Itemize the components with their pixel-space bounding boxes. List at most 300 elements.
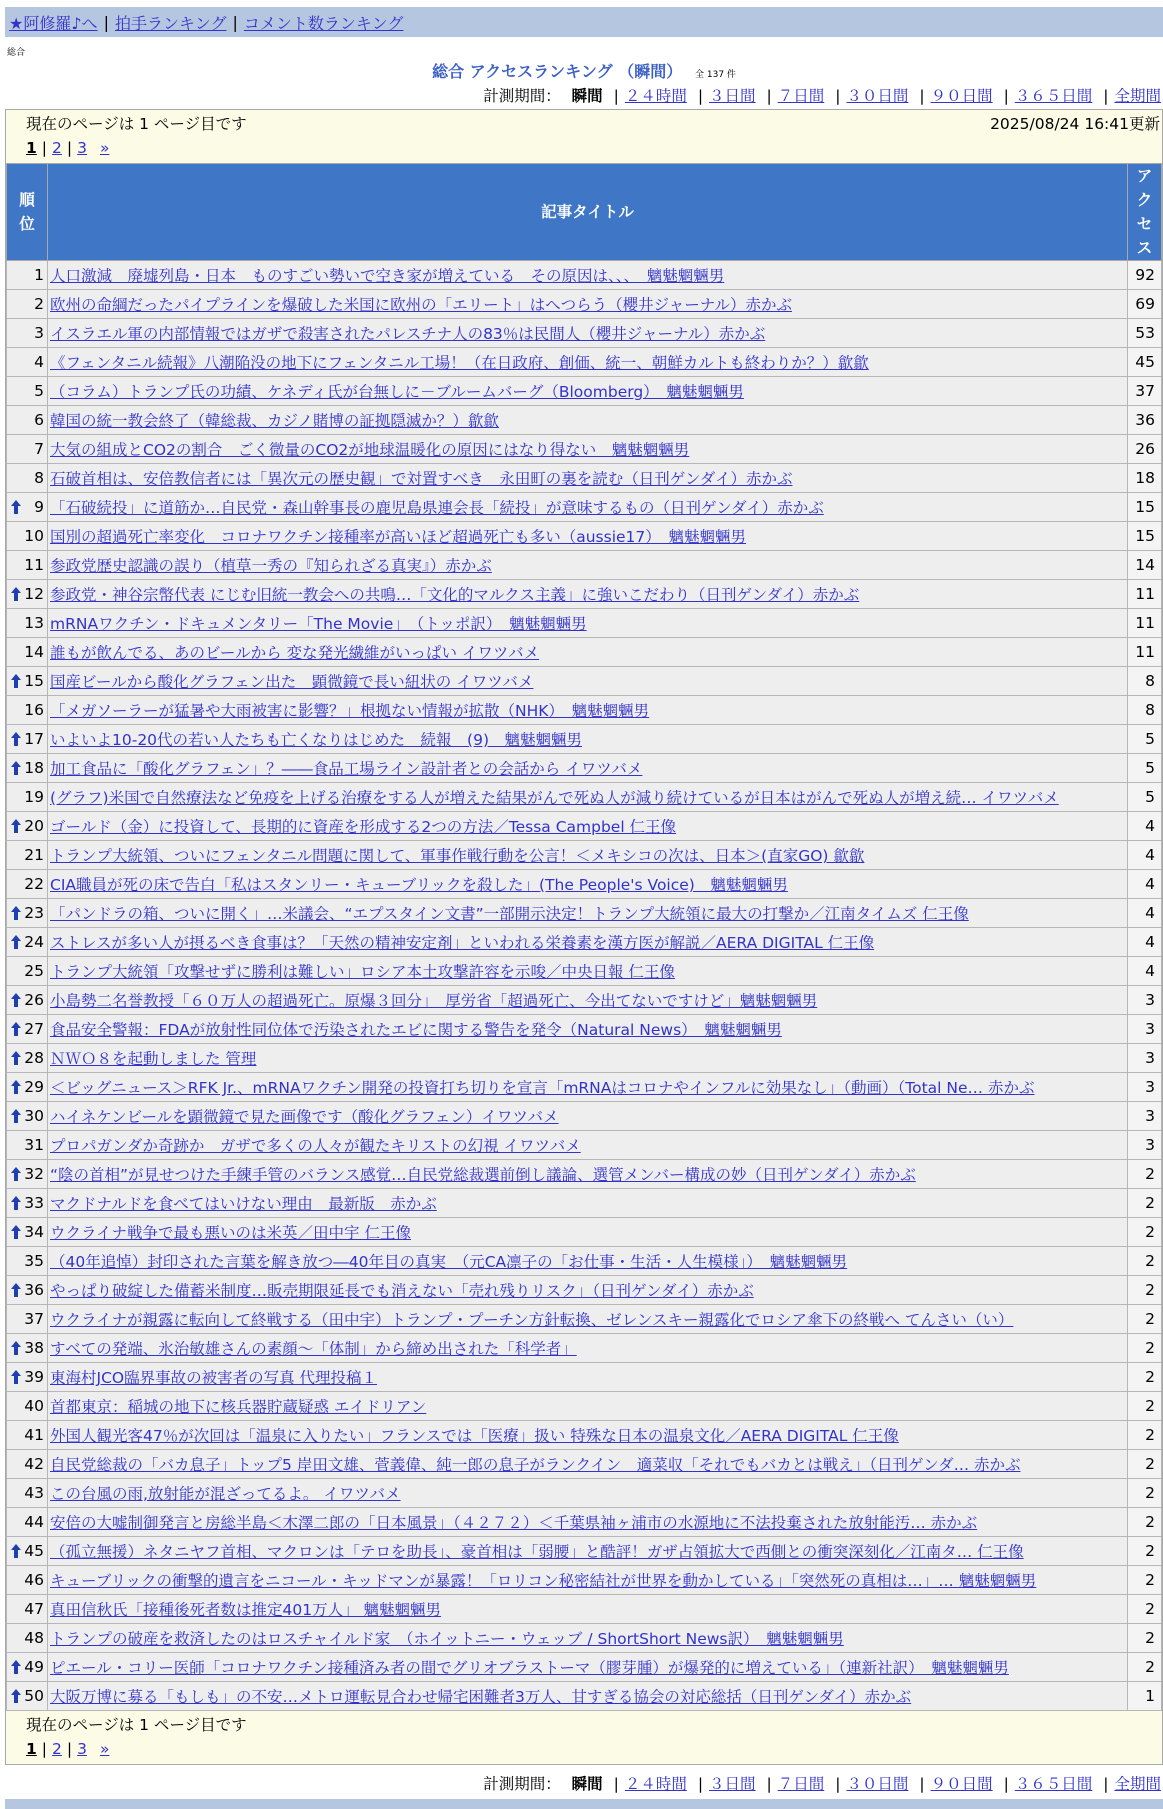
- title-cell: [48, 1595, 1128, 1624]
- period-selector-top: 計測期間： 瞬間 | ２４時間 | ３日間 | ７日間 | ３０日間 | ９０日間 | ３６５日間 | 全期間: [483, 87, 1161, 105]
- period-link-3d[interactable]: ３日間: [709, 1775, 756, 1793]
- rank-cell: [7, 1276, 48, 1305]
- title-cell: [48, 870, 1128, 899]
- title-cell: [48, 609, 1128, 638]
- article-title-link[interactable]: やっぱり破綻した備蓄米制度…販売期限延長でも消えない「売れ残りリスク」（日刊ゲンダイ）赤かぶ: [50, 1282, 754, 1300]
- table-row: [7, 899, 1162, 928]
- up-arrow-icon: [11, 935, 21, 949]
- table-row: [7, 406, 1162, 435]
- article-title-link[interactable]: 国別の超過死亡率変化 コロナワクチン接種率が高いほど超過死亡も多い（aussie17） 魑魅魍魎男: [50, 528, 747, 546]
- article-title-link[interactable]: 「メガソーラーが猛暑や大雨被害に影響？」根拠ない情報が拡散（NHK） 魑魅魍魎男: [50, 702, 650, 720]
- title-cell: [48, 406, 1128, 435]
- title-cell: [48, 464, 1128, 493]
- title-cell: [48, 1015, 1128, 1044]
- access-count: 15: [1128, 493, 1162, 522]
- period-label: 計測期間：: [483, 1775, 561, 1793]
- period-link-7d[interactable]: ７日間: [777, 1775, 825, 1793]
- table-row: [7, 1073, 1162, 1102]
- access-count: 2: [1128, 1305, 1162, 1334]
- rank-number: 32: [24, 1165, 44, 1183]
- title-cell: [48, 1189, 1128, 1218]
- rank-number: 10: [24, 527, 44, 545]
- up-arrow-icon: [11, 1022, 21, 1036]
- rank-number: 40: [24, 1397, 44, 1415]
- table-row: [7, 1305, 1162, 1334]
- table-row: [7, 783, 1162, 812]
- table-row: [7, 1595, 1162, 1624]
- rank-cell: [7, 377, 48, 406]
- rank-cell: [7, 1015, 48, 1044]
- table-row: [7, 1247, 1162, 1276]
- rank-number: 12: [24, 585, 44, 603]
- access-count: 3: [1128, 1015, 1162, 1044]
- access-count: 2: [1128, 1653, 1162, 1682]
- rank-number: 42: [24, 1455, 44, 1473]
- page-title: 総合 アクセスランキング （瞬間）: [432, 62, 683, 81]
- title-cell: [48, 348, 1128, 377]
- article-title-link[interactable]: 参政党・神谷宗幣代表 にじむ旧統一教会への共鳴…「文化的マルクス主義」に強いこだわり（日刊ゲンダイ）赤かぶ: [50, 586, 860, 604]
- title-cell: [48, 1334, 1128, 1363]
- table-row: [7, 1363, 1162, 1392]
- up-arrow-icon: [11, 500, 21, 514]
- table-row: [7, 348, 1162, 377]
- title-cell: [48, 1682, 1128, 1711]
- rank-number: 4: [34, 353, 44, 371]
- access-count: 2: [1128, 1566, 1162, 1595]
- table-row: [7, 1334, 1162, 1363]
- title-cell: [48, 1392, 1128, 1421]
- access-count: 2: [1128, 1508, 1162, 1537]
- table-row: [7, 261, 1162, 290]
- article-title-link[interactable]: 東海村JCO臨界事故の被害者の写真 代理投稿１: [50, 1369, 378, 1387]
- table-row: [7, 1102, 1162, 1131]
- rank-number: 48: [24, 1629, 44, 1647]
- rank-number: 35: [24, 1252, 44, 1270]
- access-count: 8: [1128, 667, 1162, 696]
- up-arrow-icon: [11, 819, 21, 833]
- article-title-link[interactable]: 首都東京：稲城の地下に核兵器貯蔵疑惑 エイドリアン: [50, 1398, 427, 1416]
- rank-cell: [7, 1363, 48, 1392]
- title-cell: [48, 1305, 1128, 1334]
- header-access: アクセス: [1128, 164, 1162, 261]
- up-arrow-icon: [11, 1689, 21, 1703]
- article-title-link[interactable]: （40年追悼）封印された言葉を解き放つ―40年目の真実 （元CA凛子の「お仕事・生活・人生模様」） 魑魅魍魎男: [50, 1253, 848, 1271]
- table-row: [7, 696, 1162, 725]
- article-title-link[interactable]: トランプ大統領、ついにフェンタニル問題に関して、軍事作戦行動を公言！＜メキシコの次は、日本＞(直家GO) 歙歙: [50, 847, 865, 865]
- rank-number: 29: [24, 1078, 44, 1096]
- title-cell: [48, 290, 1128, 319]
- access-count: 2: [1128, 1479, 1162, 1508]
- title-cell: [48, 1421, 1128, 1450]
- access-count: 92: [1128, 261, 1162, 290]
- rank-cell: [7, 986, 48, 1015]
- title-cell: [48, 841, 1128, 870]
- up-arrow-icon: [11, 1225, 21, 1239]
- rank-number: 8: [34, 469, 44, 487]
- period-link-24h[interactable]: ２４時間: [624, 87, 687, 105]
- access-count: 11: [1128, 580, 1162, 609]
- next-page-link[interactable]: »: [99, 1740, 110, 1758]
- article-title-link[interactable]: すべての発端、氷治敏雄さんの素顔～「体制」から締め出された「科学者」: [50, 1340, 577, 1358]
- rank-cell: [7, 1421, 48, 1450]
- access-count: 3: [1128, 1131, 1162, 1160]
- page-link-2[interactable]: 2: [52, 139, 62, 157]
- table-row: [7, 1508, 1162, 1537]
- rank-cell: [7, 1392, 48, 1421]
- article-title-link[interactable]: トランプの破産を救済したのはロスチャイルド家 （ホイットニー・ウェッブ / ShortShort News訳） 魑魅魍魎男: [50, 1630, 844, 1648]
- access-count: 2: [1128, 1218, 1162, 1247]
- ranking-box: [5, 109, 1163, 1765]
- rank-cell: [7, 870, 48, 899]
- article-title-link[interactable]: 「石破続投」に道筋か…自民党・森山幹事長の鹿児島県連会長「続投」が意味するもの（日刊ゲンダイ）赤かぶ: [50, 499, 824, 517]
- page-current: 1: [26, 139, 37, 157]
- rank-cell: [7, 1160, 48, 1189]
- article-title-link[interactable]: 安倍の大嘘制御発言と房総半島＜木澤二郎の「日本風景」（４２７２）＜千葉県袖ヶ浦市の水源地に不法投棄された放射能汚… 赤かぶ: [50, 1514, 978, 1532]
- page-link-3[interactable]: 3: [77, 1740, 88, 1758]
- table-row: [7, 928, 1162, 957]
- up-arrow-icon: [11, 761, 21, 775]
- title-cell: [48, 696, 1128, 725]
- article-title-link[interactable]: ＮＷＯ８を起動しました 管理: [50, 1050, 257, 1068]
- title-cell: [48, 725, 1128, 754]
- rank-cell: [7, 725, 48, 754]
- rank-number: 2: [34, 295, 44, 313]
- access-count: 2: [1128, 1537, 1162, 1566]
- article-title-link[interactable]: 人口激減 廃墟列島・日本 ものすごい勢いで空き家が増えている その原因は、、、 魑魅魍魎男: [50, 267, 725, 285]
- period-link-all[interactable]: 全期間: [1114, 87, 1161, 105]
- rank-cell: [7, 1131, 48, 1160]
- title-cell: [48, 377, 1128, 406]
- rank-cell: [7, 812, 48, 841]
- rank-number: 23: [24, 904, 44, 922]
- rank-number: 3: [34, 324, 44, 342]
- rank-number: 25: [24, 962, 44, 980]
- rank-number: 26: [24, 991, 44, 1009]
- article-title-link[interactable]: 石破首相は、安倍教信者には「異次元の歴史観」で対置すべき 永田町の裏を読む（日刊ゲンダイ）赤かぶ: [50, 470, 793, 488]
- rank-number: 39: [24, 1368, 44, 1386]
- article-title-link[interactable]: (グラフ)米国で自然療法など免疫を上げる治療をする人が増えた結果がんで死ぬ人が減り続けているが日本はがんで死ぬ人が増え続… イワツバメ: [50, 789, 1059, 807]
- rank-cell: [7, 957, 48, 986]
- title-cell: [48, 783, 1128, 812]
- table-row: [7, 638, 1162, 667]
- rank-cell: [7, 1624, 48, 1653]
- period-current: 瞬間: [571, 87, 603, 105]
- article-title-link[interactable]: 参政党歴史認識の誤り（植草一秀の『知られざる真実』）赤かぶ: [50, 557, 492, 575]
- table-row: [7, 290, 1162, 319]
- title-cell: [48, 261, 1128, 290]
- title-cell: [48, 1131, 1128, 1160]
- article-title-link[interactable]: CIA職員が死の床で告白「私はスタンリー・キューブリックを殺した」(The People's Voice) 魑魅魍魎男: [50, 876, 788, 894]
- table-row: [7, 493, 1162, 522]
- title-cell: [48, 1624, 1128, 1653]
- table-row: [7, 1450, 1162, 1479]
- title-cell: [48, 638, 1128, 667]
- article-title-link[interactable]: （コラム）トランプ氏の功績、ケネディ氏が台無しに－ブルームバーグ（Bloomberg） 魑魅魍魎男: [50, 383, 744, 401]
- rank-number: 50: [24, 1687, 44, 1705]
- title-cell: [48, 493, 1128, 522]
- table-row: [7, 667, 1162, 696]
- access-count: 2: [1128, 1160, 1162, 1189]
- header-rank: 順位: [7, 164, 48, 261]
- access-count: 3: [1128, 1102, 1162, 1131]
- rank-cell: [7, 580, 48, 609]
- article-title-link[interactable]: 国産ビールから酸化グラフェン出た 顕微鏡で長い紐状の イワツバメ: [50, 673, 534, 691]
- title-cell: [48, 435, 1128, 464]
- rank-cell: [7, 1102, 48, 1131]
- table-row: [7, 1682, 1162, 1711]
- article-title-link[interactable]: いよいよ10-20代の若い人たちも亡くなりはじめた 続報 (9) 魑魅魍魎男: [50, 731, 582, 749]
- rank-cell: [7, 1566, 48, 1595]
- access-count: 2: [1128, 1363, 1162, 1392]
- article-title-link[interactable]: ハイネケンビールを顕微鏡で見た画像です（酸化グラフェン）イワツバメ: [50, 1108, 559, 1126]
- pager-bottom: 1 | 2 | 3 »: [26, 1740, 110, 1758]
- page-link-2[interactable]: 2: [52, 1740, 62, 1758]
- period-current: 瞬間: [571, 1775, 603, 1793]
- rank-number: 31: [24, 1136, 44, 1154]
- ranking-rows: [7, 261, 1162, 1711]
- table-row: [7, 1276, 1162, 1305]
- up-arrow-icon: [11, 1167, 21, 1181]
- access-count: 4: [1128, 928, 1162, 957]
- rank-number: 7: [34, 440, 44, 458]
- table-row: [7, 957, 1162, 986]
- rank-cell: [7, 841, 48, 870]
- table-row: [7, 551, 1162, 580]
- title-cell: [48, 812, 1128, 841]
- period-label: 計測期間：: [483, 87, 561, 105]
- period-link-90d[interactable]: ９０日間: [930, 1775, 993, 1793]
- title-cell: [48, 1276, 1128, 1305]
- title-cell: [48, 1160, 1128, 1189]
- access-count: 5: [1128, 725, 1162, 754]
- access-count: 4: [1128, 899, 1162, 928]
- rank-number: 44: [24, 1513, 44, 1531]
- rank-cell: [7, 899, 48, 928]
- next-page-link[interactable]: »: [99, 139, 110, 157]
- footer-bar: [5, 1799, 1163, 1809]
- rank-number: 6: [34, 411, 44, 429]
- table-row: [7, 1653, 1162, 1682]
- title-cell: [48, 899, 1128, 928]
- table-row: [7, 870, 1162, 899]
- article-title-link[interactable]: ゴールド（金）に投資して、長期的に資産を形成する2つの方法／Tessa Campbel 仁王像: [50, 818, 677, 836]
- article-title-link[interactable]: ストレスが多い人が摂るべき食事は？「天然の精神安定剤」といわれる栄養素を漢方医が解説／AERA DIGITAL 仁王像: [50, 934, 875, 952]
- article-title-link[interactable]: 韓国の統一教会終了（韓総裁、カジノ賭博の証拠隠滅か？）歙歙: [50, 412, 499, 430]
- page: [5, 7, 1163, 1809]
- rank-cell: [7, 1682, 48, 1711]
- article-title-link[interactable]: この台風の雨,放射能が混ざってるよ。 イワツバメ: [50, 1485, 401, 1503]
- article-title-link[interactable]: トランプ大統領「攻撃せずに勝利は難しい」ロシア本土攻撃許容を示唆／中央日報 仁王像: [50, 963, 675, 981]
- top-nav-bar: [5, 7, 1163, 37]
- applause-ranking-link[interactable]: 拍手ランキング: [114, 13, 227, 33]
- access-count: 18: [1128, 464, 1162, 493]
- rank-cell: [7, 1595, 48, 1624]
- rank-number: 41: [24, 1426, 44, 1444]
- table-row: [7, 609, 1162, 638]
- rank-number: 17: [24, 730, 44, 748]
- article-title-link[interactable]: 食品安全警報：FDAが放射性同位体で汚染されたエビに関する警告を発令（Natural News） 魑魅魍魎男: [50, 1021, 782, 1039]
- title-cell: [48, 1247, 1128, 1276]
- period-link-90d[interactable]: ９０日間: [930, 87, 993, 105]
- access-count: 37: [1128, 377, 1162, 406]
- page-link-3[interactable]: 3: [77, 139, 88, 157]
- article-title-link[interactable]: “陰の首相”が見せつけた手練手管のバランス感覚…自民党総裁選前倒し議論、選管メンバー構成の妙（日刊ゲンダイ）赤かぶ: [50, 1166, 916, 1184]
- rank-number: 30: [24, 1107, 44, 1125]
- rank-number: 16: [24, 701, 44, 719]
- article-title-link[interactable]: （孤立無援）ネタニヤフ首相、マクロンは「テロを助長」、豪首相は「弱腰」と酷評！ガザ占領拡大で西側との衝突深刻化／江南タ… 仁王像: [50, 1543, 1024, 1561]
- pager-top: 1 | 2 | 3 »: [26, 139, 110, 157]
- home-link[interactable]: ★阿修羅♪へ: [9, 13, 98, 33]
- access-count: 45: [1128, 348, 1162, 377]
- access-count: 36: [1128, 406, 1162, 435]
- article-title-link[interactable]: mRNAワクチン・ドキュメンタリー「The Movie」 （トッポ訳） 魑魅魍魎男: [50, 615, 587, 633]
- rank-cell: [7, 261, 48, 290]
- title-cell: [48, 1044, 1128, 1073]
- table-row: [7, 1044, 1162, 1073]
- table-row: [7, 841, 1162, 870]
- nav-separator: |: [103, 12, 109, 32]
- rank-cell: [7, 783, 48, 812]
- article-title-link[interactable]: イスラエル軍の内部情報ではガザで殺害されたパレスチナ人の83％は民間人（櫻井ジャーナル）赤かぶ: [50, 325, 766, 343]
- article-title-link[interactable]: 「パンドラの箱、ついに開く」…米議会、“エプスタイン文書”一部開示決定！トランプ大統領に最大の打撃か／江南タイムズ 仁王像: [50, 905, 969, 923]
- rank-number: 27: [24, 1020, 44, 1038]
- access-count: 4: [1128, 870, 1162, 899]
- access-count: 3: [1128, 1073, 1162, 1102]
- article-title-link[interactable]: プロパガンダか奇跡か ガザで多くの人々が観たキリストの幻視 イワツバメ: [50, 1137, 581, 1155]
- rank-number: 20: [24, 817, 44, 835]
- rank-cell: [7, 406, 48, 435]
- access-count: 2: [1128, 1247, 1162, 1276]
- ranking-heading: [5, 61, 1163, 83]
- rank-cell: [7, 319, 48, 348]
- rank-cell: [7, 928, 48, 957]
- period-link-3d[interactable]: ３日間: [709, 87, 756, 105]
- access-count: 11: [1128, 609, 1162, 638]
- page-info-bottom: [6, 1711, 1162, 1764]
- access-count: 2: [1128, 1624, 1162, 1653]
- article-title-link[interactable]: 加工食品に「酸化グラフェン」？――食品工場ライン設計者との会話から イワツバメ: [50, 760, 643, 778]
- up-arrow-icon: [11, 1196, 21, 1210]
- table-row: [7, 1624, 1162, 1653]
- rank-number: 21: [24, 846, 44, 864]
- table-row: [7, 377, 1162, 406]
- rank-cell: [7, 1508, 48, 1537]
- page-info-top: [6, 110, 1162, 163]
- rank-cell: [7, 1479, 48, 1508]
- comment-ranking-link[interactable]: コメント数ランキング: [243, 13, 404, 33]
- article-title-link[interactable]: ＜ビッグニュース＞RFK Jr.、mRNAワクチン開発の投資打ち切りを宣言「mRNAはコロナやインフルに効果なし」（動画）（Total Ne… 赤かぶ: [50, 1079, 1035, 1097]
- access-count: 5: [1128, 783, 1162, 812]
- rank-number: 33: [24, 1194, 44, 1212]
- access-count: 3: [1128, 986, 1162, 1015]
- table-row: [7, 1160, 1162, 1189]
- title-cell: [48, 522, 1128, 551]
- table-row: [7, 1537, 1162, 1566]
- period-link-7d[interactable]: ７日間: [777, 87, 825, 105]
- title-cell: [48, 1479, 1128, 1508]
- article-title-link[interactable]: マクドナルドを食べてはいけない理由 最新版 赤かぶ: [50, 1195, 437, 1213]
- period-link-30d[interactable]: ３０日間: [846, 1775, 909, 1793]
- title-cell: [48, 1653, 1128, 1682]
- article-title-link[interactable]: 小島勢二名誉教授「６０万人の超過死亡。原爆３回分」 厚労省「超過死亡、今出てないですけど」魑魅魍魎男: [50, 992, 818, 1010]
- rank-cell: [7, 667, 48, 696]
- rank-cell: [7, 1334, 48, 1363]
- table-row: [7, 1392, 1162, 1421]
- article-title-link[interactable]: 欧州の命綱だったパイプラインを爆破した米国に欧州の「エリート」はへつらう（櫻井ジャーナル）赤かぶ: [50, 296, 792, 314]
- period-link-365d[interactable]: ３６５日間: [1014, 1775, 1093, 1793]
- article-title-link[interactable]: ピエール・コリー医師「コロナワクチン接種済み者の間でグリオブラストーマ（膠芽腫）が爆発的に増えている」（連新社訳） 魑魅魍魎男: [50, 1659, 1009, 1677]
- up-arrow-icon: [11, 1341, 21, 1355]
- up-arrow-icon: [11, 1660, 21, 1674]
- article-title-link[interactable]: 大気の組成とCO2の割合 ごく微量のCO2が地球温暖化の原因にはなり得ない 魑魅魍魎男: [50, 441, 690, 459]
- access-count: 3: [1128, 1044, 1162, 1073]
- access-count: 2: [1128, 1189, 1162, 1218]
- table-row: [7, 1131, 1162, 1160]
- table-row: [7, 986, 1162, 1015]
- access-count: 2: [1128, 1392, 1162, 1421]
- article-title-link[interactable]: キューブリックの衝撃的遺言をニコール・キッドマンが暴露！「ロリコン秘密結社が世界を動かしている」「突然死の真相は…」… 魑魅魍魎男: [50, 1572, 1037, 1590]
- access-count: 14: [1128, 551, 1162, 580]
- up-arrow-icon: [11, 674, 21, 688]
- period-link-30d[interactable]: ３０日間: [846, 87, 909, 105]
- article-title-link[interactable]: 真田信秋氏「接種後死者数は推定401万人」 魑魅魍魎男: [50, 1601, 442, 1619]
- rank-number: 36: [24, 1281, 44, 1299]
- rank-number: 22: [24, 875, 44, 893]
- rank-number: 45: [24, 1542, 44, 1560]
- table-row: [7, 580, 1162, 609]
- article-title-link[interactable]: 外国人観光客47％が次回は「温泉に入りたい」フランスでは「医療」扱い 特殊な日本の温泉文化／AERA DIGITAL 仁王像: [50, 1427, 899, 1445]
- table-row: [7, 1479, 1162, 1508]
- rank-number: 14: [24, 643, 44, 661]
- article-title-link[interactable]: 自民党総裁の「バカ息子」トップ5 岸田文雄、菅義偉、純一郎の息子がランクイン 適菜収「それでもバカとは戦え」（日刊ゲンダ… 赤かぶ: [50, 1456, 1021, 1474]
- article-title-link[interactable]: ウクライナが親露に転向して終戦する（田中宇）トランプ・プーチン方針転換、ゼレンスキー親露化でロシア傘下の終戦へ てんさい（い）: [50, 1311, 1014, 1329]
- article-title-link[interactable]: 大阪万博に募る「もしも」の不安…メトロ運転見合わせ帰宅困難者3万人、甘すぎる協会の対応総括（日刊ゲンダイ）赤かぶ: [50, 1688, 912, 1706]
- up-arrow-icon: [11, 587, 21, 601]
- rank-number: 34: [24, 1223, 44, 1241]
- rank-number: 15: [24, 672, 44, 690]
- rank-cell: [7, 290, 48, 319]
- rank-number: 9: [34, 498, 44, 516]
- nav-separator: |: [232, 12, 238, 32]
- period-link-365d[interactable]: ３６５日間: [1014, 87, 1093, 105]
- rank-cell: [7, 1218, 48, 1247]
- table-row: [7, 522, 1162, 551]
- article-title-link[interactable]: 誰もが飲んでる、あのビールから 変な発光繊維がいっぱい イワツバメ: [50, 644, 540, 662]
- rank-cell: [7, 551, 48, 580]
- rank-number: 38: [24, 1339, 44, 1357]
- period-link-all[interactable]: 全期間: [1114, 1775, 1161, 1793]
- article-title-link[interactable]: 《フェンタニル続報》八潮陥没の地下にフェンタニル工場！（在日政府、創価、統一、朝鮮カルトも終わりか？）歙歙: [50, 354, 869, 372]
- rank-cell: [7, 1305, 48, 1334]
- rank-cell: [7, 493, 48, 522]
- up-arrow-icon: [11, 1283, 21, 1297]
- page-current: 1: [26, 1740, 37, 1758]
- rank-cell: [7, 609, 48, 638]
- access-count: 2: [1128, 1595, 1162, 1624]
- title-cell: [48, 667, 1128, 696]
- title-cell: [48, 1508, 1128, 1537]
- period-link-24h[interactable]: ２４時間: [624, 1775, 687, 1793]
- up-arrow-icon: [11, 1080, 21, 1094]
- access-count: 53: [1128, 319, 1162, 348]
- access-count: 2: [1128, 1334, 1162, 1363]
- table-row: [7, 812, 1162, 841]
- table-row: [7, 1015, 1162, 1044]
- access-count: 8: [1128, 696, 1162, 725]
- title-cell: [48, 1363, 1128, 1392]
- article-title-link[interactable]: ウクライナ戦争で最も悪いのは米英／田中宇 仁王像: [50, 1224, 411, 1242]
- table-row: [7, 725, 1162, 754]
